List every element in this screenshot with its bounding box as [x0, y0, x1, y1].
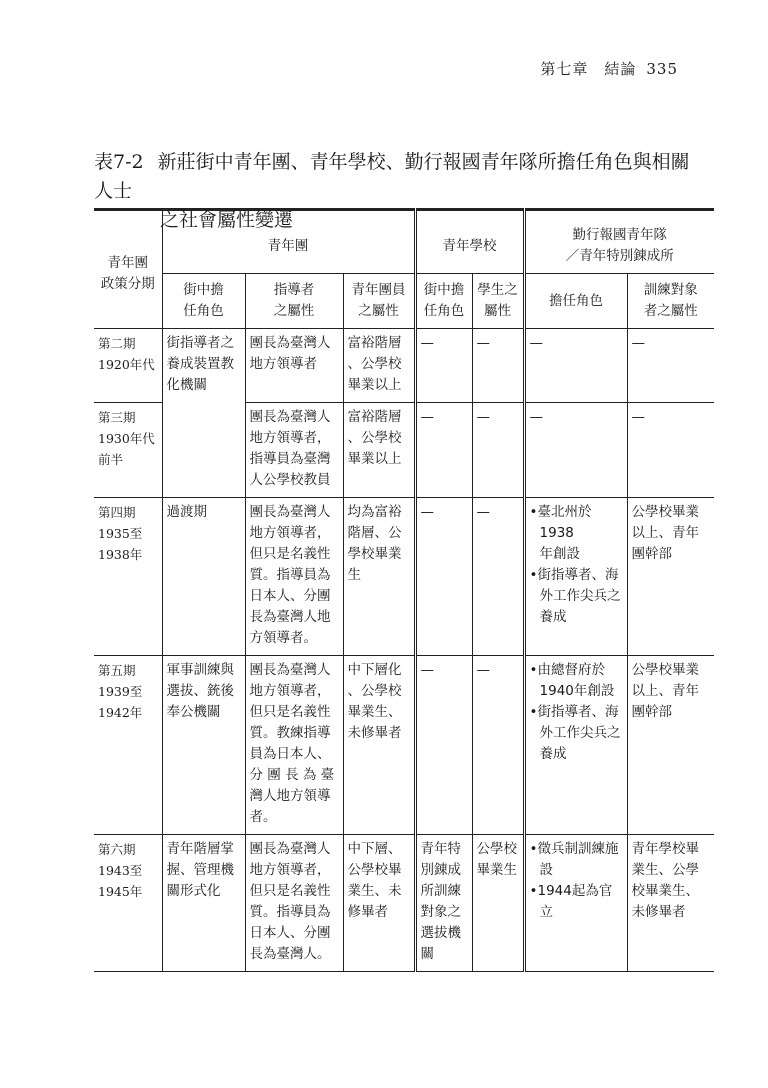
- corps-leader-cell: 團長為臺灣人 地方領導者， 但只是名義性 質。指導員為 日本人、分團 長為臺灣人地 方領導者。: [245, 498, 343, 656]
- school-role-cell: —: [415, 656, 472, 835]
- school-student-cell: 公學校 畢業生: [472, 835, 524, 972]
- table-label: 表7-2: [94, 151, 144, 173]
- header-youth-corps: 青年團: [162, 210, 415, 274]
- service-trainee-cell: —: [627, 329, 714, 403]
- service-role-item: •由總督府於 1940年創設: [529, 662, 615, 699]
- service-trainee-cell: 公學校畢業 以上、青年 團幹部: [627, 498, 714, 656]
- school-student-cell: —: [472, 329, 524, 403]
- corps-role-cell: 過渡期: [162, 498, 245, 656]
- school-role-cell: —: [415, 329, 472, 403]
- header-corps-role: 街中擔 任角色: [162, 274, 245, 329]
- corps-member-cell: 中下層、 公學校畢 業生、未 修畢者: [343, 835, 415, 972]
- social-attributes-table: [94, 208, 714, 972]
- service-trainee-cell: —: [627, 403, 714, 498]
- period-cell: 第三期 1930年代 前半: [94, 403, 162, 498]
- corps-member-cell: 富裕階層 、公學校 畢業以上: [343, 403, 415, 498]
- table-row: [94, 498, 714, 656]
- school-student-cell: —: [472, 403, 524, 498]
- school-student-cell: —: [472, 498, 524, 656]
- running-head: [540, 58, 678, 79]
- header-school-role: 街中擔 任角色: [415, 274, 472, 329]
- service-role-item: •臺北州於1938 年創設: [529, 504, 592, 562]
- period-cell: 第五期 1939至 1942年: [94, 656, 162, 835]
- table-row: [94, 656, 714, 835]
- header-service-role: 擔任角色: [524, 274, 627, 329]
- page-number: 335: [646, 60, 678, 78]
- period-cell: 第六期 1943至 1945年: [94, 835, 162, 972]
- corps-role-cell: 街指導者之 養成裝置教 化機關: [162, 329, 245, 498]
- school-role-cell: —: [415, 498, 472, 656]
- service-trainee-cell: 公學校畢業 以上、青年 團幹部: [627, 656, 714, 835]
- table-title-line2: 之社會屬性變遷: [160, 209, 294, 231]
- header-period: 青年團 政策分期: [94, 210, 162, 329]
- service-role-cell: [524, 498, 627, 656]
- service-role-cell: [524, 835, 627, 972]
- header-service-trainee-attr: 訓練對象 者之屬性: [627, 274, 714, 329]
- service-role-cell: —: [524, 329, 627, 403]
- service-role-cell: [524, 656, 627, 835]
- corps-leader-cell: 團長為臺灣人 地方領導者， 但只是名義性 質。教練指導 員為日本人、 分 團 長 為 臺 灣人地方領導 者。: [245, 656, 343, 835]
- service-role-cell: —: [524, 403, 627, 498]
- table-title-line1: 新莊街中青年團、青年學校、勤行報國青年隊所擔任角色與相關人士: [94, 151, 690, 202]
- corps-leader-cell: 團長為臺灣人 地方領導者: [245, 329, 343, 403]
- service-role-item: •街指導者、海 外工作尖兵之 養成: [529, 704, 621, 762]
- period-cell: 第二期 1920年代: [94, 329, 162, 403]
- corps-leader-cell: 團長為臺灣人 地方領導者， 指導員為臺灣 人公學校教員: [245, 403, 343, 498]
- period-cell: 第四期 1935至 1938年: [94, 498, 162, 656]
- corps-leader-cell: 團長為臺灣人 地方領導者， 但只是名義性 質。指導員為 日本人、分團 長為臺灣人。: [245, 835, 343, 972]
- school-role-cell: —: [415, 403, 472, 498]
- service-role-item: •1944起為官立: [529, 883, 613, 920]
- service-role-item: •街指導者、海 外工作尖兵之 養成: [529, 567, 621, 625]
- table-row: [94, 329, 714, 403]
- header-corps-leader-attr: 指導者 之屬性: [245, 274, 343, 329]
- corps-member-cell: 富裕階層 、公學校 畢業以上: [343, 329, 415, 403]
- corps-role-cell: 軍事訓練與 選拔、銃後 奉公機關: [162, 656, 245, 835]
- corps-role-cell: 青年階層掌 握、管理機 關形式化: [162, 835, 245, 972]
- school-role-cell: 青年特 別錬成 所訓練 對象之 選拔機 關: [415, 835, 472, 972]
- chapter-title: 第七章 結論: [540, 60, 637, 78]
- header-school-student-attr: 學生之 屬性: [472, 274, 524, 329]
- table-row: [94, 835, 714, 972]
- service-role-item: •徵兵制訓練施 設: [529, 841, 619, 878]
- corps-member-cell: 中下層化 、公學校 畢業生、 未修畢者: [343, 656, 415, 835]
- header-youth-school: 青年學校: [415, 210, 524, 274]
- corps-member-cell: 均為富裕 階層、公 學校畢業 生: [343, 498, 415, 656]
- header-corps-member-attr: 青年團員 之屬性: [343, 274, 415, 329]
- school-student-cell: —: [472, 656, 524, 835]
- header-service-corps: 勤行報國青年隊 ／青年特別錬成所: [524, 210, 714, 274]
- service-trainee-cell: 青年學校畢 業生、公學 校畢業生、 未修畢者: [627, 835, 714, 972]
